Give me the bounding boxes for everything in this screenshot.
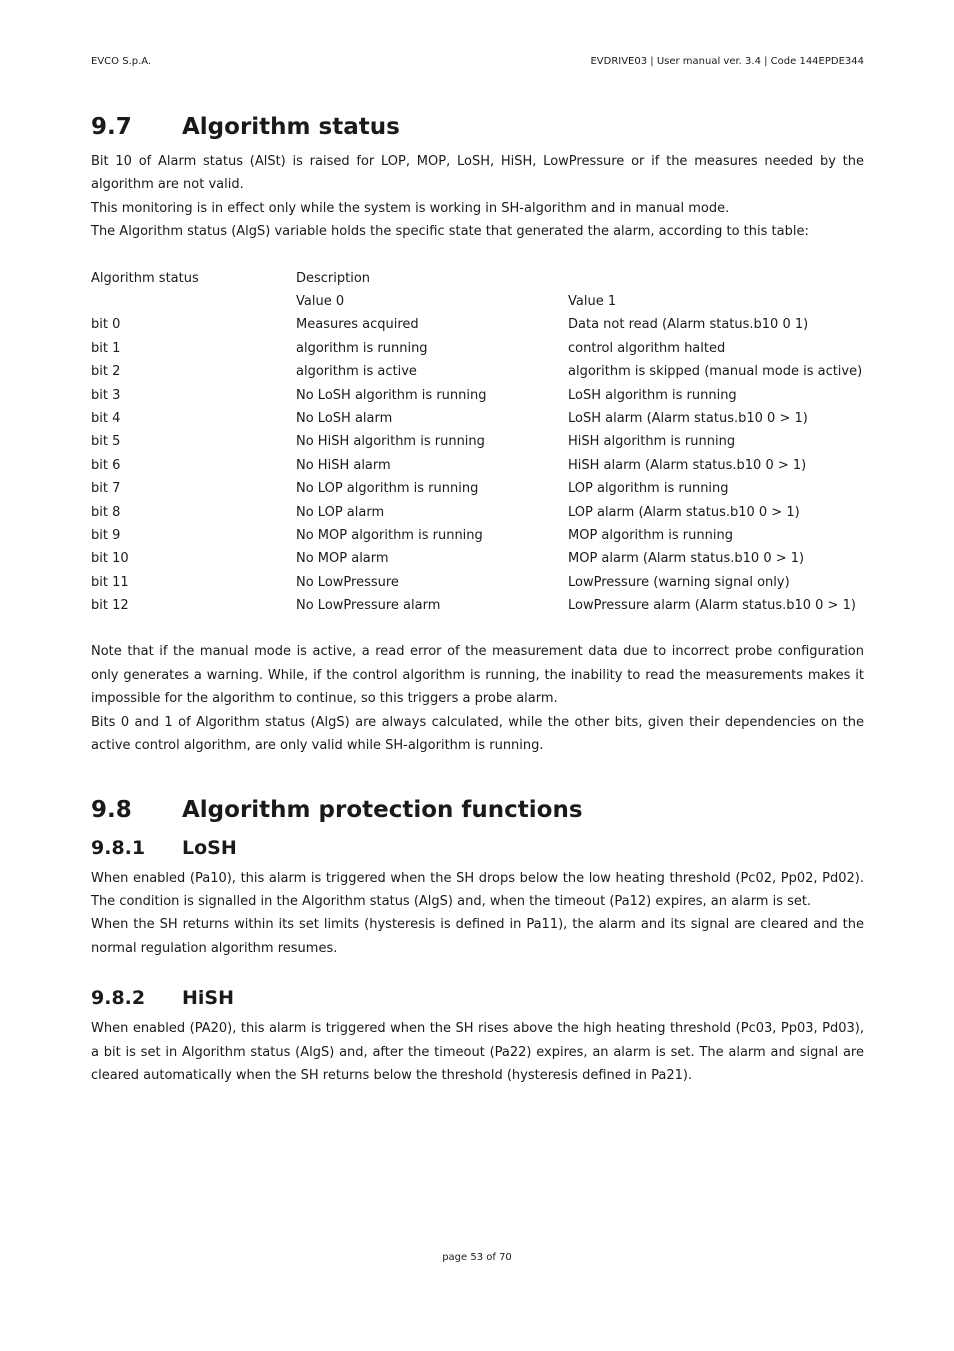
bit-cell: bit 9 [91, 527, 121, 543]
value-1-cell: HiSH algorithm is running [568, 434, 736, 450]
table-subheader-row [91, 290, 864, 313]
column-header-value-1: Value 1 [568, 294, 617, 310]
table-row [91, 407, 864, 430]
value-1-cell: HiSH alarm (Alarm status.b10 0 > 1) [568, 457, 807, 473]
section-title: Algorithm status [182, 114, 400, 140]
subsection-title: LoSH [182, 836, 237, 859]
value-0-cell: No MOP alarm [296, 551, 389, 567]
table-row [91, 337, 864, 360]
subsection-number: 9.8.1 [91, 836, 146, 859]
value-0-cell: No LowPressure [296, 574, 399, 590]
value-0-cell: No MOP algorithm is running [296, 527, 483, 543]
column-header-value-0: Value 0 [296, 294, 345, 310]
header-doc-info: EVDRIVE03 | User manual ver. 3.4 | Code 144EPDE344 [590, 56, 864, 67]
value-0-cell: No HiSH algorithm is running [296, 434, 485, 450]
page-content [91, 110, 864, 1087]
value-1-cell: LowPressure alarm (Alarm status.b10 0 > 1) [568, 598, 856, 614]
value-1-cell: Data not read (Alarm status.b10 0 1) [568, 317, 809, 333]
paragraph: When enabled (PA20), this alarm is triggered when the SH rises above the high heating threshold (Pc03, Pp03, Pd03), a bit is set in Algorithm status (AlgS) and, after the timeout (Pa22) expires, an alarm is set. The alarm and signal are cleared automatically when the SH returns below the threshold (hysteresis defined in Pa21). [91, 1021, 864, 1083]
paragraph: Bit 10 of Alarm status (AlSt) is raised for LOP, MOP, LoSH, HiSH, LowPressure or if the measures needed by the algorithm are not valid. [91, 154, 864, 193]
table-row [91, 571, 864, 594]
value-0-cell: No LOP alarm [296, 504, 385, 520]
value-1-cell: LowPressure (warning signal only) [568, 574, 790, 590]
table-row [91, 594, 864, 617]
subsection-heading-9-8-1 [91, 833, 864, 863]
table-row [91, 430, 864, 453]
paragraph: When the SH returns within its set limits (hysteresis is defined in Pa11), the alarm and its signal are cleared and the normal regulation algorithm resumes. [91, 917, 864, 956]
bit-cell: bit 11 [91, 574, 129, 590]
table-header-row [91, 267, 864, 290]
bit-cell: bit 5 [91, 434, 121, 450]
header-company: EVCO S.p.A. [91, 56, 152, 67]
value-1-cell: LOP algorithm is running [568, 481, 729, 497]
bit-cell: bit 8 [91, 504, 121, 520]
value-1-cell: LoSH alarm (Alarm status.b10 0 > 1) [568, 410, 808, 426]
value-0-cell: No LoSH algorithm is running [296, 387, 487, 403]
table-row [91, 454, 864, 477]
subsection-heading-9-8-2 [91, 983, 864, 1013]
bit-cell: bit 0 [91, 317, 121, 333]
table-row [91, 360, 864, 383]
paragraph: Note that if the manual mode is active, a read error of the measurement data due to incorrect probe configuration only generates a warning. While, if the control algorithm is running, the inability to read the measurements makes it impossible for the algorithm to continue, so this triggers a probe alarm. [91, 644, 864, 707]
bit-cell: bit 3 [91, 387, 121, 403]
value-0-cell: No HiSH alarm [296, 457, 391, 473]
section-number: 9.7 [91, 114, 132, 140]
value-0-cell: algorithm is running [296, 340, 428, 356]
paragraph: The Algorithm status (AlgS) variable holds the specific state that generated the alarm, according to this table: [91, 224, 809, 240]
table-row [91, 384, 864, 407]
value-0-cell: algorithm is active [296, 364, 417, 380]
value-1-cell: control algorithm halted [568, 340, 726, 356]
value-1-cell: MOP algorithm is running [568, 527, 733, 543]
value-1-cell: MOP alarm (Alarm status.b10 0 > 1) [568, 551, 805, 567]
value-1-cell: LoSH algorithm is running [568, 387, 737, 403]
value-1-cell: algorithm is skipped (manual mode is active) [568, 364, 863, 380]
algorithm-status-table [91, 267, 864, 618]
subsection-number: 9.8.2 [91, 987, 146, 1010]
bit-cell: bit 2 [91, 364, 121, 380]
section-heading-9-8 [91, 793, 864, 827]
column-header-description: Description [296, 270, 371, 286]
section-heading-9-7 [91, 110, 864, 144]
bit-cell: bit 10 [91, 551, 129, 567]
table-row [91, 477, 864, 500]
page-number: page 53 of 70 [442, 1252, 512, 1263]
value-0-cell: No LowPressure alarm [296, 598, 441, 614]
bit-cell: bit 7 [91, 481, 121, 497]
value-1-cell: LOP alarm (Alarm status.b10 0 > 1) [568, 504, 800, 520]
table-row [91, 501, 864, 524]
section-title: Algorithm protection functions [182, 796, 583, 823]
column-header-algorithm-status: Algorithm status [91, 270, 199, 286]
value-0-cell: No LOP algorithm is running [296, 481, 479, 497]
value-0-cell: Measures acquired [296, 317, 419, 333]
bit-cell: bit 4 [91, 410, 121, 426]
bit-cell: bit 6 [91, 457, 121, 473]
paragraph: Bits 0 and 1 of Algorithm status (AlgS) are always calculated, while the other bits, given their dependencies on the active control algorithm, are only valid while SH-algorithm is running. [91, 714, 864, 754]
bit-cell: bit 1 [91, 340, 121, 356]
section-number: 9.8 [91, 796, 132, 823]
table-row [91, 547, 864, 570]
subsection-title: HiSH [182, 987, 234, 1010]
value-0-cell: No LoSH alarm [296, 410, 393, 426]
table-row [91, 313, 864, 336]
paragraph: When enabled (Pa10), this alarm is triggered when the SH drops below the low heating threshold (Pc02, Pp02, Pd02). The condition is signalled in the Algorithm status (AlgS) and, when the timeout (Pa12) expires, an alarm is set. [91, 870, 864, 909]
paragraph: This monitoring is in effect only while the system is working in SH-algorithm and in manual mode. [91, 200, 730, 216]
table-body [91, 313, 864, 617]
bit-cell: bit 12 [91, 598, 129, 614]
table-row [91, 524, 864, 547]
